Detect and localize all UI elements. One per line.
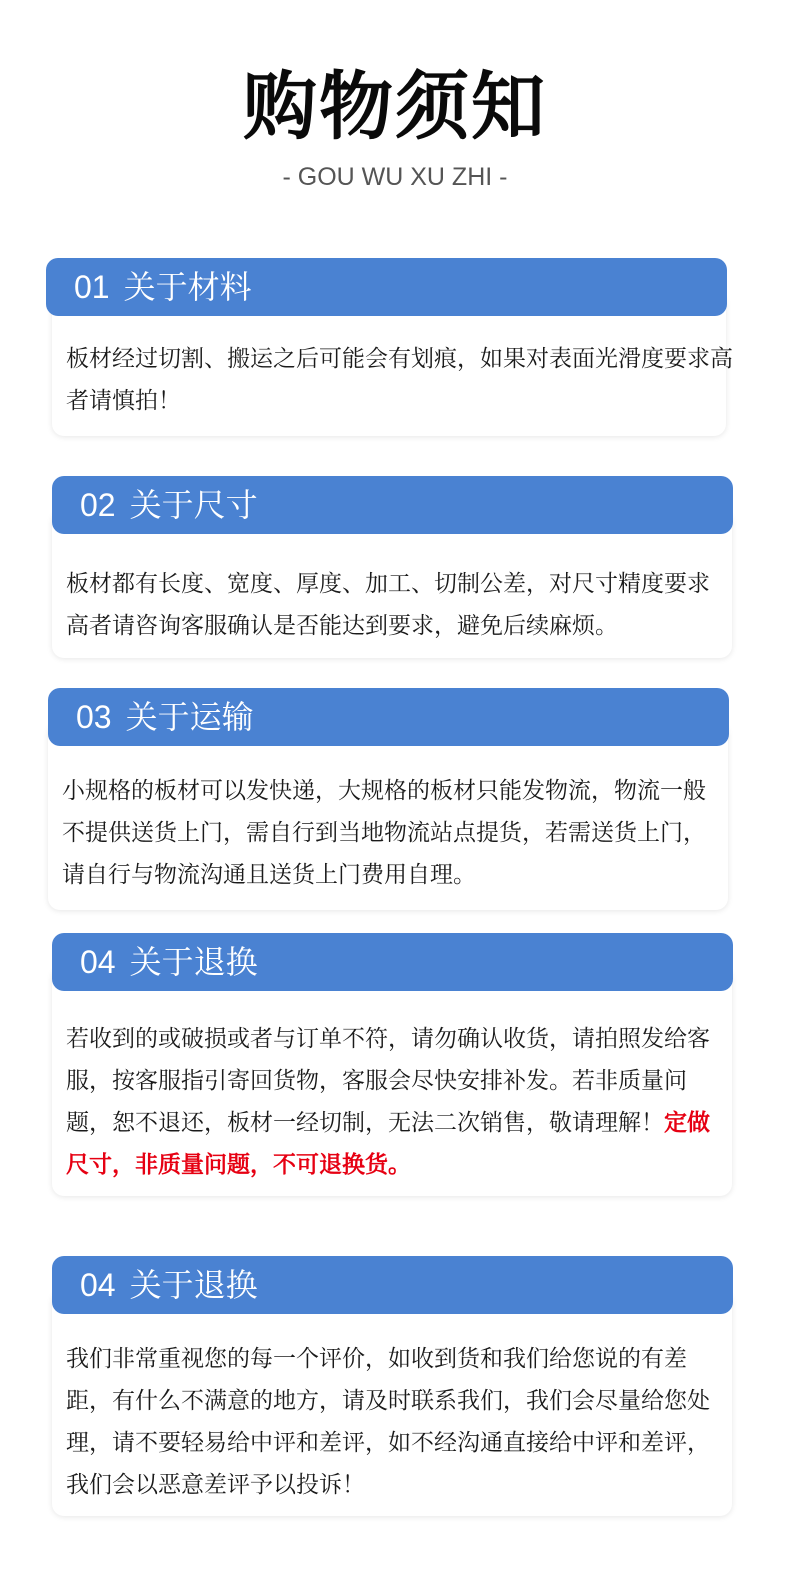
section-heading: 关于退换	[129, 1266, 258, 1304]
section-text-materials: 板材经过切割、搬运之后可能会有划痕，如果对表面光滑度要求高者请慎拍！	[66, 346, 733, 414]
section-heading: 关于材料	[123, 268, 252, 306]
section-heading: 关于退换	[129, 943, 258, 981]
section-number: 04	[80, 944, 116, 980]
section-heading: 关于尺寸	[129, 486, 258, 524]
section-number: 02	[80, 487, 116, 523]
section-header-materials	[46, 258, 727, 316]
highlight-notice: 定做尺寸，非质量问题，不可退换货。	[66, 1110, 710, 1178]
section-header-shipping	[48, 688, 729, 746]
section-text-reviews: 我们非常重视您的每一个评价，如收到货和我们给您说的有差距，有什么不满意的地方，请及时联系我们，我们会尽量给您处理，请不要轻易给中评和差评，如不经沟通直接给中评和差评，我们会以恶意差评予以投诉！	[66, 1346, 710, 1498]
section-heading: 关于运输	[125, 698, 254, 736]
section-header-reviews	[52, 1256, 733, 1314]
section-header-returns	[52, 933, 733, 991]
section-number: 04	[80, 1267, 116, 1303]
page-title: 购物须知	[243, 64, 547, 150]
section-number: 03	[76, 699, 112, 735]
section-text-size: 板材都有长度、宽度、厚度、加工、切制公差，对尺寸精度要求高者请咨询客服确认是否能达到要求，避免后续麻烦。	[66, 571, 710, 639]
section-text-returns	[66, 1018, 722, 1186]
section-number: 01	[74, 269, 110, 305]
section-text-main: 若收到的或破损或者与订单不符，请勿确认收货，请拍照发给客服，按客服指引寄回货物，客服会尽快安排补发。若非质量问题，恕不退还，板材一经切制，无法二次销售，敬请理解！	[66, 1026, 710, 1136]
section-text-shipping: 小规格的板材可以发快递，大规格的板材只能发物流，物流一般不提供送货上门，需自行到当地物流站点提货，若需送货上门，请自行与物流沟通且送货上门费用自理。	[62, 778, 706, 888]
page-subtitle: - GOU WU XU ZHI -	[282, 163, 508, 191]
section-header-size	[52, 476, 733, 534]
